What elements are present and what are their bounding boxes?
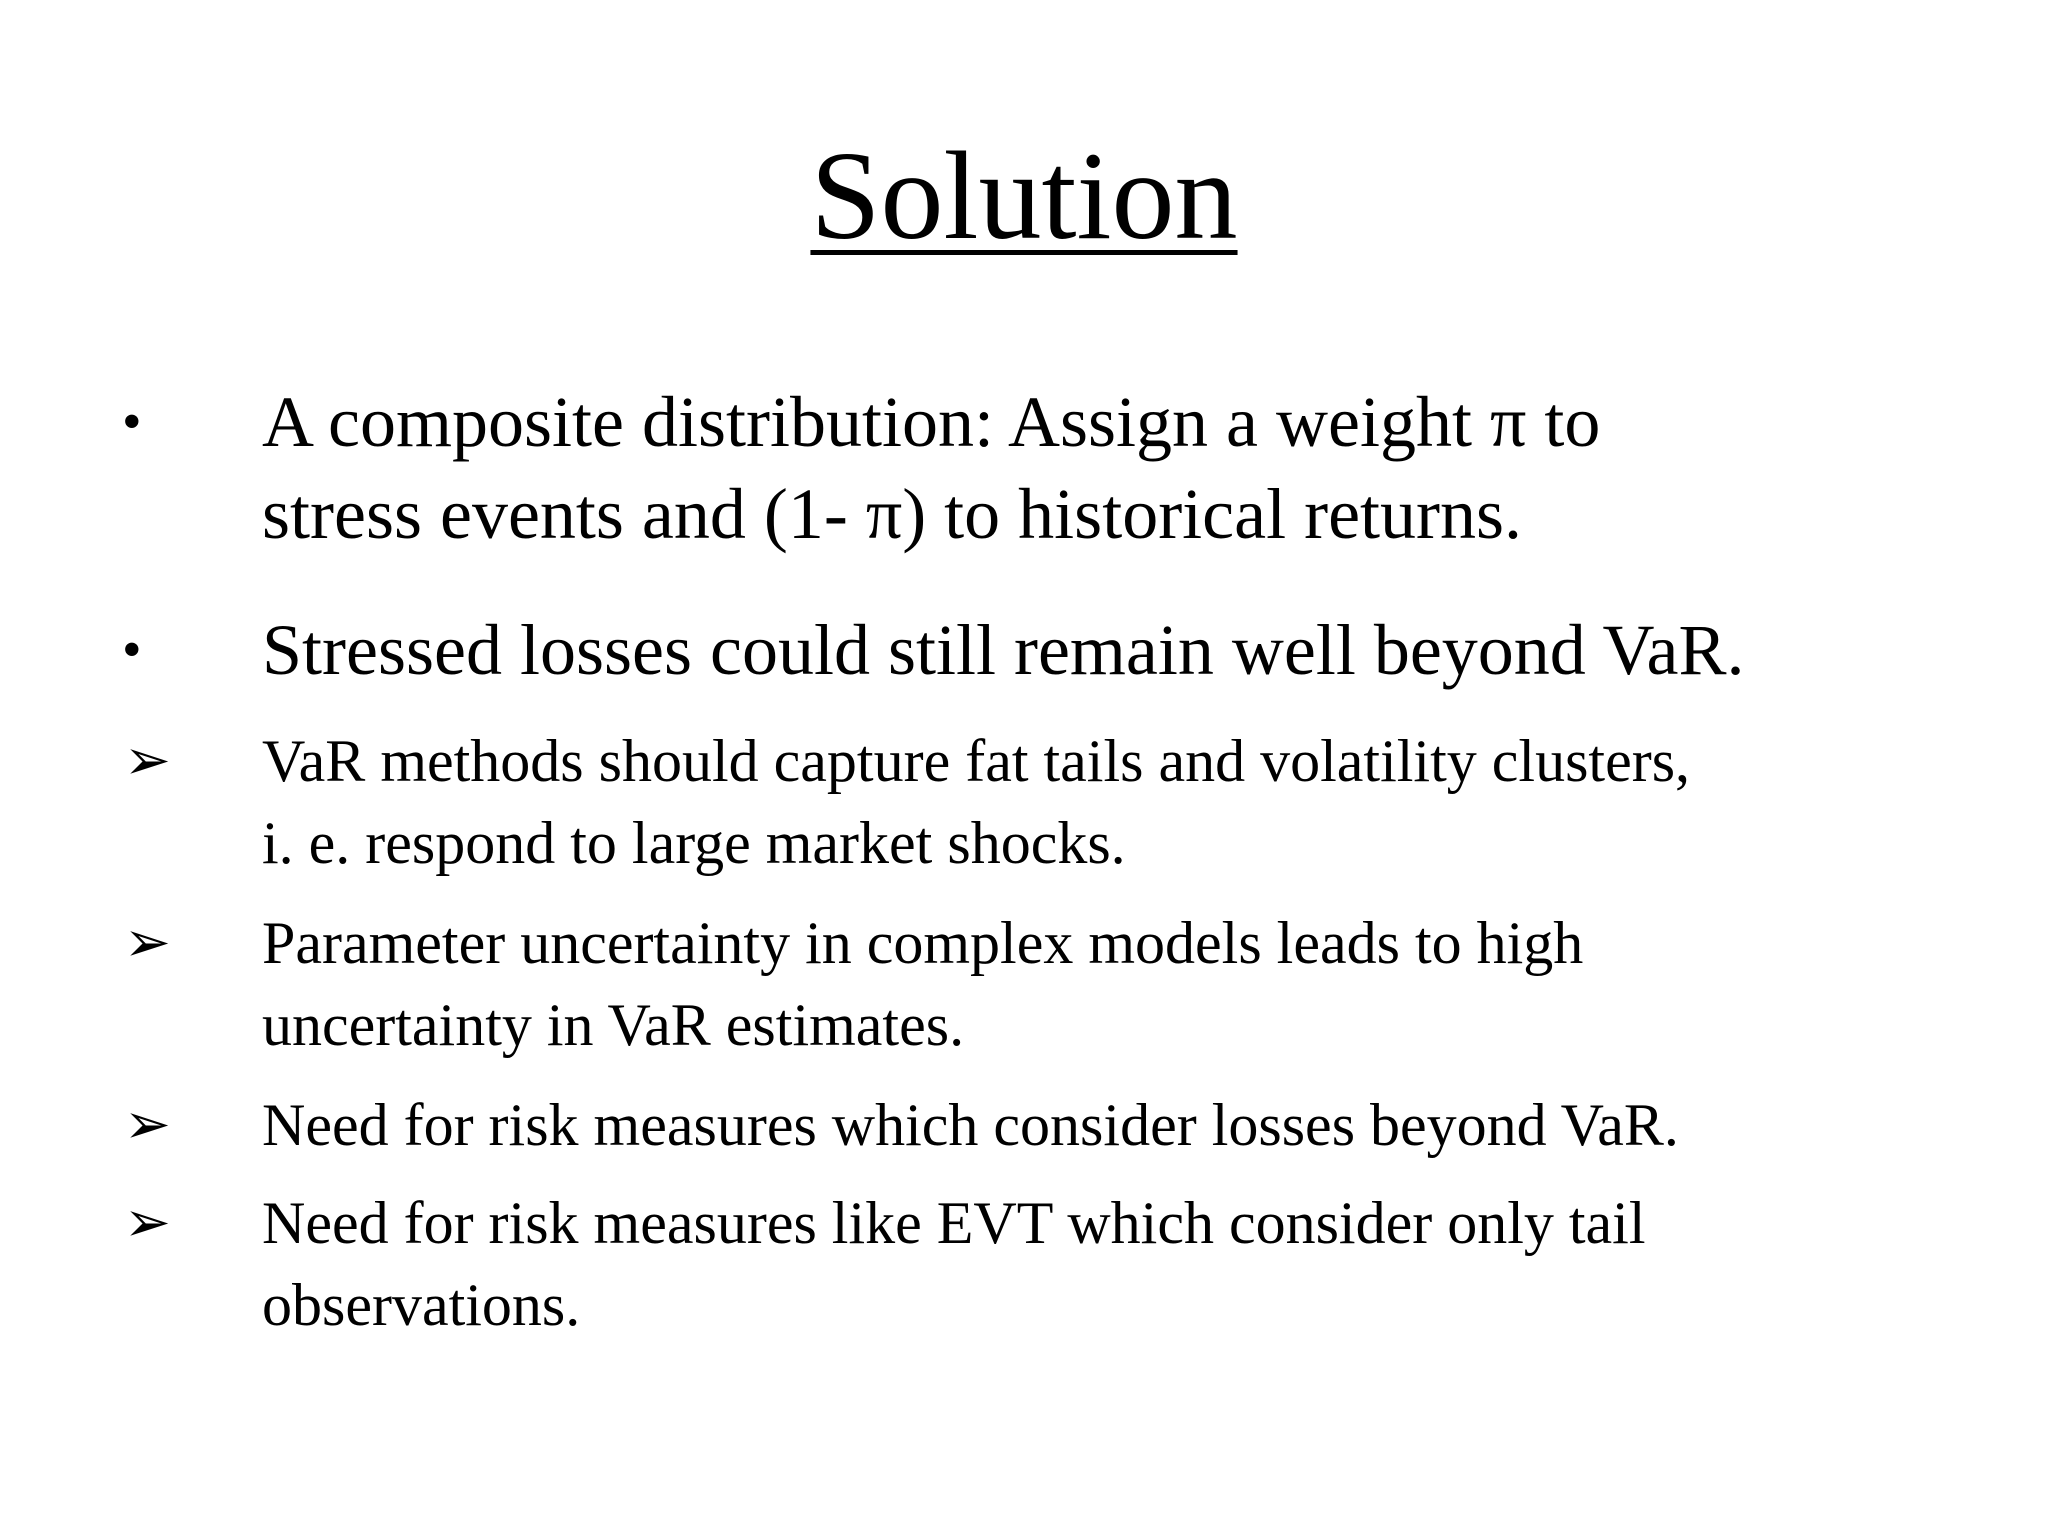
bullet-text-line: stress events and (1- π) to historical returns. [262, 474, 1523, 554]
bullet-dot-icon: • [122, 619, 142, 681]
bullet-text-line: A composite distribution: Assign a weight π to [262, 382, 1601, 462]
arrow-bullet-icon: ➢ [124, 1094, 171, 1156]
bullet-text [262, 376, 2022, 560]
slide-title-text: Solution [810, 127, 1238, 266]
arrow-bullet-icon: ➢ [124, 912, 171, 974]
bullet-text [262, 720, 2022, 884]
bullet-text [262, 902, 2022, 1066]
bullet-text [262, 1084, 2022, 1166]
slide-title [0, 122, 2048, 272]
bullet-text-line: i. e. respond to large market shocks. [262, 810, 1126, 876]
bullet-text-line: observations. [262, 1272, 581, 1338]
bullet-text [262, 1182, 2022, 1346]
arrow-bullet-icon: ➢ [124, 1192, 171, 1254]
bullet-text-line: Stressed losses could still remain well beyond VaR. [262, 610, 1745, 690]
arrow-bullet-icon: ➢ [124, 730, 171, 792]
bullet-text-line: Need for risk measures like EVT which consider only tail [262, 1190, 1646, 1256]
bullet-text-line: Parameter uncertainty in complex models leads to high [262, 910, 1584, 976]
bullet-text-line: uncertainty in VaR estimates. [262, 992, 965, 1058]
bullet-text-line: VaR methods should capture fat tails and volatility clusters, [262, 728, 1691, 794]
bullet-dot-icon: • [122, 391, 142, 453]
bullet-text-line: Need for risk measures which consider losses beyond VaR. [262, 1092, 1679, 1158]
bullet-text [262, 604, 2022, 696]
